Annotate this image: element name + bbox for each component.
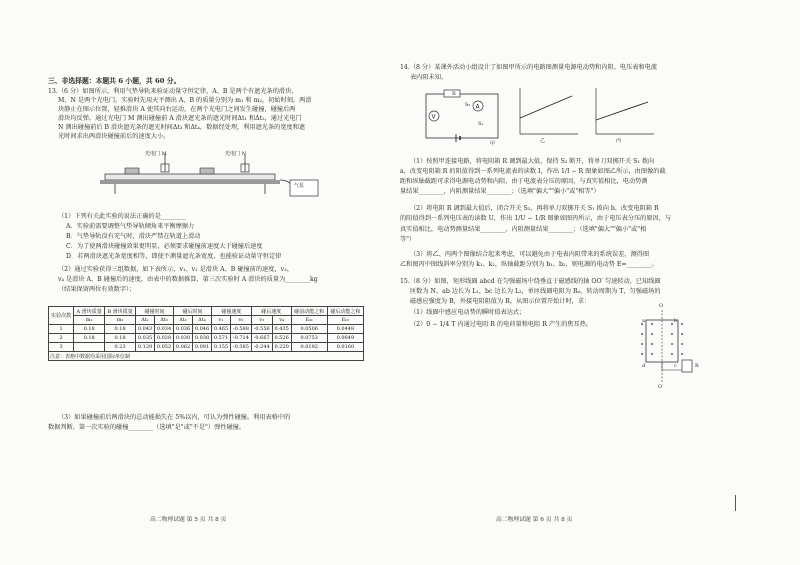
resistor-icon xyxy=(682,360,692,372)
q13-data-table xyxy=(48,306,364,361)
table-header-cell: 碰后动能之和 xyxy=(327,307,363,316)
table-header-cell: B 滑块质量 xyxy=(105,307,136,316)
q13-sub2-line-2: v₄ 是滑块 A、B 碰撞后的速度，由表中的数据推算，第三次实验时 A 滑块的质量为________kg xyxy=(58,276,318,283)
q14-line-1: 14.（8 分）某课外活动小组设计了如图甲所示的电路图测量电源电动势和内阻、电压表和电流 xyxy=(400,64,658,71)
q15-line-1: 15.（8 分）如图，矩形线圈 abcd 在匀强磁场中绕垂直于磁感线的轴 OO′ 匀速转动，已知线圈 xyxy=(400,278,661,285)
q13-option-c: C．为了使两滑块碰撞效果更明显，必须要求碰撞前速度大于碰撞后速度 xyxy=(66,243,263,250)
voltmeter-symbol: V xyxy=(431,113,436,121)
table-header-cell: Δt₁ xyxy=(136,316,155,325)
table-header-cell: v₂ xyxy=(230,316,251,325)
table-cell: 0.18 xyxy=(74,325,105,334)
table-cell: 0.035 xyxy=(136,334,155,343)
q14-sub1-line-4: 量结果________，内阻测量结果________；（选填"偏大""偏小"或"相等"） xyxy=(400,188,600,195)
table-note-row xyxy=(49,352,364,361)
table-header-cell: 实验次数 xyxy=(49,307,74,325)
table-row xyxy=(49,343,364,352)
table-cell: 0.0192 xyxy=(291,343,327,352)
q13-line-3: 块静止在图示位置，轻推滑块 A 使其向右运动，在两个光电门之间发生碰撞，碰撞后两 xyxy=(58,106,296,113)
q15-line-3: 磁感应强度为 B，外接电阻阻值为 R。从图示位置开始计时，求： xyxy=(410,298,591,305)
table-cell: 0.030 xyxy=(174,334,193,343)
fig-label-b: 乙 xyxy=(540,138,546,144)
table-header-cell: m₁ xyxy=(74,316,105,325)
table-subheader-row xyxy=(49,316,364,325)
table-header-cell: Eₖ₂ xyxy=(327,316,363,325)
table-cell: 0.0753 xyxy=(291,334,327,343)
coil-label-o-prime: O′ xyxy=(658,384,664,390)
table-cell: 0.028 xyxy=(155,334,174,343)
coil-label-a: a xyxy=(642,318,645,324)
table-cell: -0.244 xyxy=(251,343,272,352)
table-cell: 0.052 xyxy=(155,343,174,352)
graph-c xyxy=(588,84,658,140)
table-header-row xyxy=(49,307,364,316)
circuit-diagram xyxy=(418,88,508,146)
table-cell: 0.220 xyxy=(272,343,291,352)
edge-mark xyxy=(735,495,736,511)
right-page-footer: 高二物理试题 第 6 页 共 8 页 xyxy=(496,517,573,523)
fig-label-pump: 气泵 xyxy=(294,183,305,189)
table-cell: -0.385 xyxy=(230,343,251,352)
table-header-cell: Δt₃ xyxy=(155,316,174,325)
section-header: 三、非选择题：本题共 6 小题，共 60 分。 xyxy=(48,77,181,85)
q13-line-4: 滑块均反弹。通过光电门 M 测出碰撞前 A 滑块遮光条的遮光时间Δt₁ 和Δt₂，通过光电门 xyxy=(58,115,302,122)
q15-line-4: （1）线圈中感应电动势的瞬时值表达式； xyxy=(410,309,526,316)
q13-line-6: 光时间求出两滑块碰撞前后的速度大小。 xyxy=(58,133,170,140)
table-cell: 0.18 xyxy=(105,325,136,334)
external-wire xyxy=(662,362,682,370)
table-header-cell: m₂ xyxy=(105,316,136,325)
table-cell: 0.091 xyxy=(193,343,212,352)
track-base xyxy=(100,180,280,184)
ammeter-symbol: A xyxy=(475,103,480,111)
q14-sub1-line-2: a，改变电阻箱 R 的阻值得到一系列电流表的读数 I，作出 1/I − R 图象如图乙所示，由图像的截 xyxy=(400,168,666,175)
coil-label-o: O xyxy=(659,303,664,309)
q15-line-2: 匝数为 N，ab 边长为 L₁，bc 边长为 L₂，单匝线圈电阻为 R₀，转动周期为 T，匀强磁场的 xyxy=(410,288,661,295)
table-cell: -0.556 xyxy=(251,325,272,334)
table-cell: 0.046 xyxy=(193,325,212,334)
table-header-cell: v₃ xyxy=(251,316,272,325)
table-cell: 0.18 xyxy=(105,334,136,343)
table-note: 注意：表格中数据均采用国际单位制 xyxy=(49,352,364,361)
table-cell: 0.18 xyxy=(74,334,105,343)
fig-label-s1: S₁ xyxy=(478,121,484,127)
q13-line-2: M、N 是两个光电门，实验时先用天平测出 A、B 的质量分别为 m₁ 和 m₂，初始时刻，两滑 xyxy=(58,97,312,104)
q13-sub1: （1）下列有关此实验的说法正确的是________ xyxy=(58,213,186,220)
table-cell: 0.129 xyxy=(136,343,155,352)
q14-sub2-line-3: 真实值相比，电动势测量结果________，内阻测量结果________；（选填"偏大""偏小"或"相 xyxy=(400,226,647,233)
fig-label-a: 甲 xyxy=(490,141,496,147)
fig-label-m: 光电门 M xyxy=(145,151,167,157)
table-cell: 0.0506 xyxy=(291,325,327,334)
table-cell: 2 xyxy=(49,334,74,343)
fig-label-s2: S₂ xyxy=(465,102,471,108)
table-cell: 0.043 xyxy=(136,325,155,334)
table-header-cell: A 滑块质量 xyxy=(74,307,105,316)
table-header-cell: 碰后速度 xyxy=(251,307,291,316)
table-cell: 0.038 xyxy=(193,334,212,343)
table-cell: 0.23 xyxy=(105,343,136,352)
q13-line-5: N 测出碰撞前后 B 滑块遮光条的遮光时间Δt₃ 和Δt₄，数据经处理，利用遮光条的宽度和遮 xyxy=(58,124,306,131)
table-header-cell: 碰撞速度 xyxy=(211,307,251,316)
coil-label-r: R xyxy=(695,363,699,369)
table-header-cell: Δt₂ xyxy=(174,316,193,325)
left-page-footer: 高二物理试题 第 5 页 共 8 页 xyxy=(150,517,227,523)
fig-label-n: 光电门 N xyxy=(225,151,246,157)
q13-sub2-line-1: （2）通过实验获得三组数据，如下表所示，v₁、v₂ 是滑块 A、B 碰撞前的速度，v₃、 xyxy=(58,266,293,273)
table-cell: -0.714 xyxy=(230,334,251,343)
slider-a xyxy=(125,168,139,174)
air-track-figure xyxy=(95,150,325,202)
table-cell: 0.526 xyxy=(272,334,291,343)
q14-sub2-line-4: 等"） xyxy=(400,236,416,243)
graph-c-line xyxy=(596,102,648,120)
table-row xyxy=(49,325,364,334)
q13-line-1: 13.（6 分）如图所示，利用气垫导轨来验证动量守恒定律，A、B 是两个有遮光条的滑块， xyxy=(48,88,298,95)
table-cell: 0.062 xyxy=(174,343,193,352)
q13-option-a: A．实验前需要调整气垫导轨倾角来平衡摩擦力 xyxy=(66,223,195,230)
table-header-cell: v₁ xyxy=(211,316,230,325)
table-cell: 0.465 xyxy=(211,325,230,334)
q14-sub1-line-1: （1）按照甲连接电路，将电阻箱 R 调到最大值，保持 S₂ 断开，将单刀双掷开关 S₁ 拨向 xyxy=(410,158,655,165)
q14-sub3-line-2: 乙和图丙中图线斜率分别为 k₁、k₂，纵轴截距分别为 b₁、b₂，则电源的电动势 E=________。 xyxy=(400,261,658,268)
table-header-cell: 碰后时间 xyxy=(174,307,212,316)
table-cell: 0.0649 xyxy=(327,334,363,343)
q14-sub2-line-1: （2）将电阻 R 调到最大值后，闭合开关 S₂，再将单刀双掷开关 S₁ 拨向 b，改变电阻箱 R xyxy=(410,205,659,212)
q14-sub3-line-1: （3）将乙、丙两个图像结合起来考虑，可以避免由于电表内阻带来的系统误差，测得图 xyxy=(410,251,650,258)
table-header-cell: 碰撞时间 xyxy=(136,307,174,316)
q13-sub3-line-2: 数据判断，第一次实验的碰撞________（选填"是"或"不是"）弹性碰撞。 xyxy=(48,424,246,431)
q14-sub1-line-3: 距和纵轴截距可求得电源电动势和内阻，由于电流表分压的原因，与真实值相比，电动势测 xyxy=(400,178,648,185)
fig-label-r: R xyxy=(452,91,456,97)
q13-option-d: D．若两滑块遮光条宽度相等，即使不测量遮光条宽度，也能验证动量守恒定律 xyxy=(66,253,282,260)
table-cell: -0.588 xyxy=(230,325,251,334)
table-cell: 1 xyxy=(49,325,74,334)
q13-sub3-line-1: （3）如果碰撞前后两滑块的总动能损失在 5%以内，可认为弹性碰撞。利用表格中的 xyxy=(58,414,291,421)
table-cell: 0.0160 xyxy=(327,343,363,352)
q13-sub2-line-3: （结果保留两位有效数字）； xyxy=(58,286,136,293)
graph-b xyxy=(512,84,582,140)
q13-option-b: B．气垫导轨没有充气时，滑块严禁在轨道上滑动 xyxy=(66,233,201,240)
fig-label-c: 丙 xyxy=(616,138,622,144)
coil-label-b: b xyxy=(674,318,678,324)
table-header-cell: v₄ xyxy=(272,316,291,325)
table-header-cell: Δt₄ xyxy=(193,316,212,325)
right-page xyxy=(400,0,800,565)
table-header-cell: 碰前动能之和 xyxy=(291,307,327,316)
table-header-cell: Eₖ₁ xyxy=(291,316,327,325)
q15-line-5: （2）0 − 1/4 T 内通过电阻 R 的电荷量和电阻 R 产生的焦耳热。 xyxy=(410,321,593,328)
table-row xyxy=(49,334,364,343)
table-cell: 0.155 xyxy=(211,343,230,352)
table-cell: 0.036 xyxy=(174,325,193,334)
table-cell: -0.667 xyxy=(251,334,272,343)
q14-sub2-line-2: 的阻值得到一系列电压表的读数 U，作出 1/U − 1/R 图象如图丙所示，由于电压表分压的原因，与 xyxy=(400,215,672,222)
slider-b xyxy=(200,168,214,174)
coil-label-c: c xyxy=(674,363,677,369)
coil-label-d: d xyxy=(642,363,646,369)
table-cell xyxy=(74,343,105,352)
graph-b-line xyxy=(520,96,572,118)
table-cell: 0.435 xyxy=(272,325,291,334)
table-cell: 0.034 xyxy=(155,325,174,334)
table-cell: 3 xyxy=(49,343,74,352)
table-cell: 0.0448 xyxy=(327,325,363,334)
table-cell: 0.571 xyxy=(211,334,230,343)
q14-line-2: 表内阻未知。 xyxy=(410,74,448,81)
air-track-rail xyxy=(105,174,275,180)
